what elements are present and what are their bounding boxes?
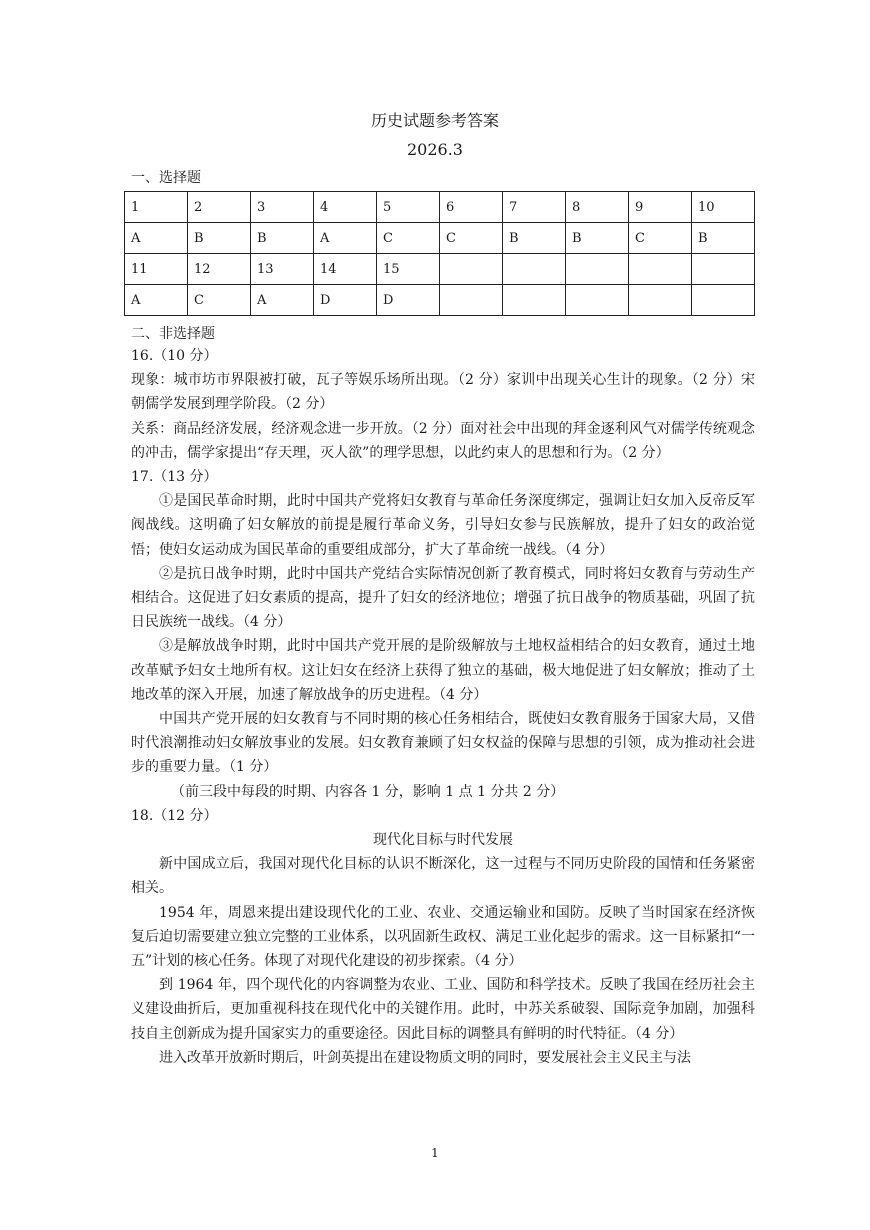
table-cell: C	[629, 223, 692, 254]
table-cell: 14	[314, 254, 377, 285]
answers-body	[131, 344, 755, 1070]
table-cell: B	[503, 223, 566, 254]
table-cell: A	[125, 223, 188, 254]
table-cell: C	[188, 285, 251, 316]
table-cell: C	[377, 223, 440, 254]
table-cell: D	[377, 285, 440, 316]
table-cell	[566, 285, 629, 316]
q17-scoring-note: （前三段中每段的时期、内容各 1 分，影响 1 点 1 分共 2 分）	[171, 783, 565, 800]
document-title: 历史试题参考答案	[370, 111, 499, 130]
table-cell: 13	[251, 254, 314, 285]
section-heading-nonchoice: 二、非选择题	[131, 326, 215, 342]
table-row	[125, 285, 755, 316]
table-cell	[440, 254, 503, 285]
table-cell: A	[125, 285, 188, 316]
table-cell	[440, 285, 503, 316]
table-cell: 1	[125, 192, 188, 223]
q18-label: 18.（12 分）	[131, 807, 218, 824]
table-cell: B	[692, 223, 755, 254]
q18-paragraph-3: 到 1964 年，四个现代化的内容调整为农业、工业、国防和科学技术。反映了我国在经历社会主义建设曲折后，更加重视科技在现代化中的关键作用。此时，中苏关系破裂、国际竞争加剧，加强科技自主创新成为提升国家实力的重要途径。因此目标的调整具有鲜明的时代特征。（4 分）	[131, 977, 755, 1042]
table-cell: 7	[503, 192, 566, 223]
table-cell: 2	[188, 192, 251, 223]
q18-paragraph-4: 进入改革开放新时期后，叶剑英提出在建设物质文明的同时，要发展社会主义民主与法	[159, 1049, 691, 1066]
table-cell	[629, 285, 692, 316]
table-cell: 4	[314, 192, 377, 223]
table-cell: 3	[251, 192, 314, 223]
q17-paragraph-2: ②是抗日战争时期，此时中国共产党结合实际情况创新了教育模式，同时将妇女教育与劳动生产相结合。这促进了妇女素质的提高，提升了妇女的经济地位；增强了抗日战争的物质基础，巩固了抗日民族统一战线。（4 分）	[131, 565, 755, 631]
table-cell: 5	[377, 192, 440, 223]
table-cell: C	[440, 223, 503, 254]
table-cell: 10	[692, 192, 755, 223]
table-row	[125, 223, 755, 254]
table-cell: D	[314, 285, 377, 316]
table-cell: 9	[629, 192, 692, 223]
table-cell	[629, 254, 692, 285]
table-cell: A	[251, 285, 314, 316]
table-cell: 8	[566, 192, 629, 223]
q17-paragraph-1: ①是国民革命时期，此时中国共产党将妇女教育与革命任务深度绑定，强调让妇女加入反帝反军阀战线。这明确了妇女解放的前提是履行革命义务，引导妇女参与民族解放，提升了妇女的政治觉悟；使妇女运动成为国民革命的重要组成部分，扩大了革命统一战线。（4 分）	[131, 493, 755, 558]
q17-paragraph-4: 中国共产党开展的妇女教育与不同时期的核心任务相结合，既使妇女教育服务于国家大局，又借时代浪潮推动妇女解放事业的发展。妇女教育兼顾了妇女权益的保障与思想的引领，成为推动社会进步的重要力量。（1 分）	[131, 711, 755, 776]
table-cell	[566, 254, 629, 285]
table-cell: 11	[125, 254, 188, 285]
table-cell	[692, 254, 755, 285]
table-cell: B	[188, 223, 251, 254]
table-cell: 15	[377, 254, 440, 285]
q17-label: 17.（13 分）	[131, 469, 218, 486]
q16-paragraph-2: 关系：商品经济发展，经济观念进一步开放。（2 分）面对社会中出现的拜金逐利风气对儒学传统观念的冲击，儒学家提出“存天理，灭人欲”的理学思想，以此约束人的思想和行为。（2 分）	[131, 420, 755, 461]
table-row	[125, 254, 755, 285]
table-cell	[503, 254, 566, 285]
section-heading-choice: 一、选择题	[131, 170, 201, 186]
q18-paragraph-2: 1954 年，周恩来提出建设现代化的工业、农业、交通运输业和国防。反映了当时国家在经济恢复后迫切需要建立独立完整的工业体系，以巩固新生政权、满足工业化起步的需求。这一目标紧扣“一五”计划的核心任务。体现了对现代化建设的初步探索。（4 分）	[131, 904, 755, 970]
q16-paragraph-1: 现象：城市坊市界限被打破，瓦子等娱乐场所出现。（2 分）家训中出现关心生计的现象。（2 分）宋朝儒学发展到理学阶段。（2 分）	[131, 372, 755, 413]
q17-paragraph-3: ③是解放战争时期，此时中国共产党开展的是阶级解放与土地权益相结合的妇女教育，通过土地改革赋予妇女土地所有权。这让妇女在经济上获得了独立的基础，极大地促进了妇女解放；推动了土地改革的深入开展，加速了解放战争的历史进程。（4 分）	[131, 638, 755, 703]
table-cell	[503, 285, 566, 316]
table-cell	[692, 285, 755, 316]
table-row	[125, 192, 755, 223]
table-cell: B	[251, 223, 314, 254]
q16-label: 16.（10 分）	[131, 348, 218, 364]
answer-table	[124, 191, 755, 316]
table-cell: 12	[188, 254, 251, 285]
q18-paragraph-1: 新中国成立后，我国对现代化目标的认识不断深化，这一过程与不同历史阶段的国情和任务紧密相关。	[131, 856, 755, 897]
table-cell: A	[314, 223, 377, 254]
document-date: 2026.3	[407, 140, 463, 159]
page-number: 1	[431, 1146, 439, 1160]
table-cell: B	[566, 223, 629, 254]
table-cell: 6	[440, 192, 503, 223]
q18-essay-title: 现代化目标与时代发展	[373, 832, 513, 849]
